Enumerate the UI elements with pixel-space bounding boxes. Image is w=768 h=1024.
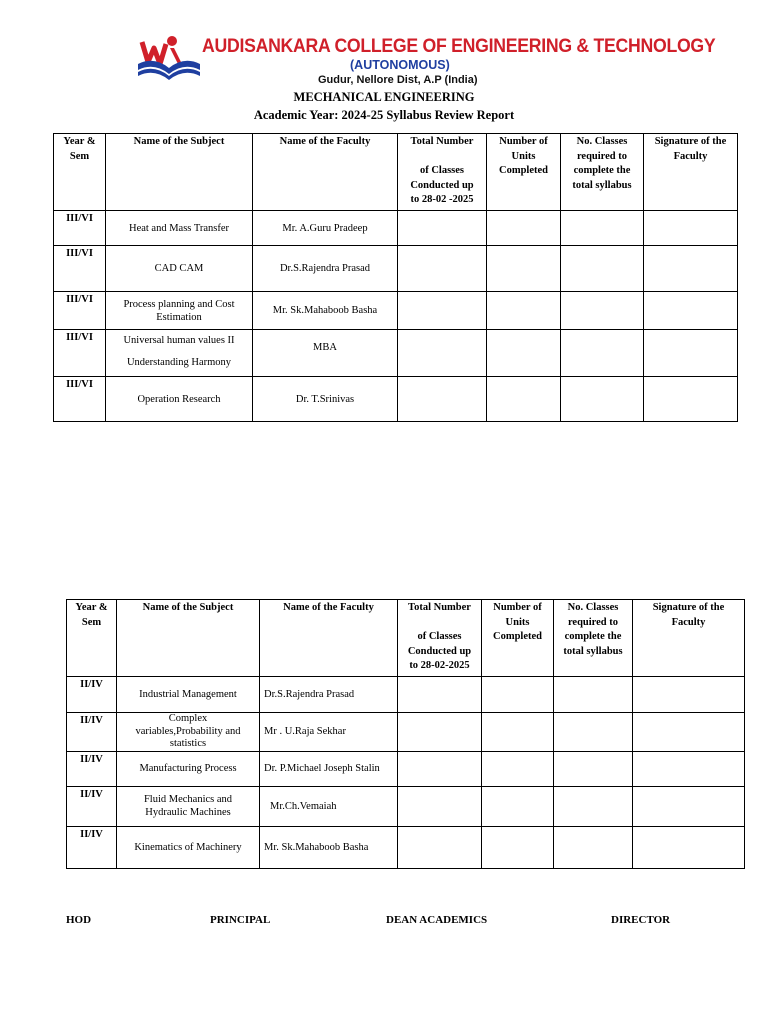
signature-cell[interactable] <box>633 751 745 786</box>
units-cell[interactable] <box>482 786 554 826</box>
required-cell[interactable] <box>554 713 633 752</box>
table-row <box>54 292 738 330</box>
units-cell[interactable] <box>482 677 554 713</box>
signature-cell[interactable] <box>633 786 745 826</box>
autonomous-label: (AUTONOMOUS) <box>350 58 450 72</box>
faculty-cell: Mr . U.Raja Sekhar <box>260 713 398 752</box>
year-sem-cell: III/VI <box>54 211 106 246</box>
subject-cell: Heat and Mass Transfer <box>106 211 253 246</box>
syllabus-table-2 <box>66 599 745 869</box>
year-sem-cell: III/VI <box>54 292 106 330</box>
faculty-cell: Mr. A.Guru Pradeep <box>253 211 398 246</box>
year-sem-cell: III/VI <box>54 377 106 422</box>
year-sem-cell: II/IV <box>67 826 117 868</box>
total-classes-cell[interactable] <box>398 246 487 292</box>
faculty-cell: Mr. Sk.Mahaboob Basha <box>253 292 398 330</box>
header-signature: Signature of the Faculty <box>633 600 745 677</box>
header-faculty: Name of the Faculty <box>253 134 398 211</box>
required-cell[interactable] <box>554 751 633 786</box>
faculty-cell: Mr. Sk.Mahaboob Basha <box>260 826 398 868</box>
signature-principal: PRINCIPAL <box>210 914 271 926</box>
subject-cell: Universal human values II Understanding Harmony <box>106 330 253 377</box>
subject-cell: Process planning and Cost Estimation <box>106 292 253 330</box>
required-cell[interactable] <box>561 330 644 377</box>
report-title: Academic Year: 2024-25 Syllabus Review Report <box>253 108 515 122</box>
table-row <box>54 246 738 292</box>
year-sem-cell: III/VI <box>54 330 106 377</box>
header-year-sem: Year & Sem <box>54 134 106 211</box>
required-cell[interactable] <box>561 377 644 422</box>
signature-cell[interactable] <box>633 677 745 713</box>
required-cell[interactable] <box>554 786 633 826</box>
faculty-cell: MBA <box>253 330 398 377</box>
table-row <box>67 713 745 752</box>
total-classes-cell[interactable] <box>398 786 482 826</box>
header-classes-required: No. Classes required to complete the total syllabus <box>561 134 644 211</box>
total-classes-cell[interactable] <box>398 292 487 330</box>
signature-cell[interactable] <box>644 377 738 422</box>
table-row <box>54 377 738 422</box>
table-header-row <box>67 600 745 677</box>
faculty-cell: Dr. P.Michael Joseph Stalin <box>260 751 398 786</box>
signature-hod: HOD <box>66 914 92 926</box>
total-classes-cell[interactable] <box>398 826 482 868</box>
signature-director: DIRECTOR <box>611 914 671 926</box>
header-units-completed: Number of Units Completed <box>487 134 561 211</box>
header-year-sem: Year & Sem <box>67 600 117 677</box>
required-cell[interactable] <box>561 211 644 246</box>
subject-cell: Complex variables,Probability and statistics <box>117 713 260 752</box>
subject-cell: Fluid Mechanics and Hydraulic Machines <box>117 786 260 826</box>
college-name: AUDISANKARA COLLEGE OF ENGINEERING & TECHNOLOGY <box>202 36 716 57</box>
table-row <box>67 786 745 826</box>
signature-cell[interactable] <box>633 713 745 752</box>
required-cell[interactable] <box>561 292 644 330</box>
required-cell[interactable] <box>554 677 633 713</box>
signature-cell[interactable] <box>644 246 738 292</box>
signature-cell[interactable] <box>644 330 738 377</box>
header-signature: Signature of the Faculty <box>644 134 738 211</box>
faculty-cell: Mr.Ch.Vemaiah <box>260 786 398 826</box>
table-header-row <box>54 134 738 211</box>
faculty-cell: Dr.S.Rajendra Prasad <box>260 677 398 713</box>
table-row <box>54 211 738 246</box>
units-cell[interactable] <box>482 826 554 868</box>
year-sem-cell: II/IV <box>67 713 117 752</box>
units-cell[interactable] <box>487 292 561 330</box>
signature-dean-academics: DEAN ACADEMICS <box>386 914 488 926</box>
header-subject: Name of the Subject <box>117 600 260 677</box>
required-cell[interactable] <box>561 246 644 292</box>
total-classes-cell[interactable] <box>398 377 487 422</box>
year-sem-cell: II/IV <box>67 786 117 826</box>
header-total-classes: Total Number of Classes Conducted up to 28-02 -2025 <box>398 134 487 211</box>
subject-cell: Kinematics of Machinery <box>117 826 260 868</box>
college-logo <box>136 34 716 88</box>
header-subject: Name of the Subject <box>106 134 253 211</box>
subject-cell: Manufacturing Process <box>117 751 260 786</box>
year-sem-cell: III/VI <box>54 246 106 292</box>
header-units-completed: Number of Units Completed <box>482 600 554 677</box>
year-sem-cell: II/IV <box>67 751 117 786</box>
signature-cell[interactable] <box>633 826 745 868</box>
college-emblem-icon <box>136 34 202 80</box>
college-location: Gudur, Nellore Dist, A.P (India) <box>318 74 478 86</box>
header-classes-required: No. Classes required to complete the total syllabus <box>554 600 633 677</box>
syllabus-table-1 <box>53 133 738 422</box>
table-row <box>67 751 745 786</box>
required-cell[interactable] <box>554 826 633 868</box>
faculty-cell: Dr.S.Rajendra Prasad <box>253 246 398 292</box>
total-classes-cell[interactable] <box>398 751 482 786</box>
table-row <box>67 677 745 713</box>
subject-cell: CAD CAM <box>106 246 253 292</box>
units-cell[interactable] <box>487 246 561 292</box>
subject-cell: Industrial Management <box>117 677 260 713</box>
total-classes-cell[interactable] <box>398 713 482 752</box>
header-faculty: Name of the Faculty <box>260 600 398 677</box>
units-cell[interactable] <box>487 211 561 246</box>
units-cell[interactable] <box>482 751 554 786</box>
header-total-classes: Total Number of Classes Conducted up to 28-02-2025 <box>398 600 482 677</box>
department-title: MECHANICAL ENGINEERING <box>293 90 475 104</box>
total-classes-cell[interactable] <box>398 211 487 246</box>
signature-cell[interactable] <box>644 292 738 330</box>
units-cell[interactable] <box>487 330 561 377</box>
table-row <box>67 826 745 868</box>
faculty-cell: Dr. T.Srinivas <box>253 377 398 422</box>
total-classes-cell[interactable] <box>398 330 487 377</box>
table-row <box>54 330 738 377</box>
units-cell[interactable] <box>487 377 561 422</box>
subject-cell: Operation Research <box>106 377 253 422</box>
year-sem-cell: II/IV <box>67 677 117 713</box>
total-classes-cell[interactable] <box>398 677 482 713</box>
units-cell[interactable] <box>482 713 554 752</box>
signature-cell[interactable] <box>644 211 738 246</box>
